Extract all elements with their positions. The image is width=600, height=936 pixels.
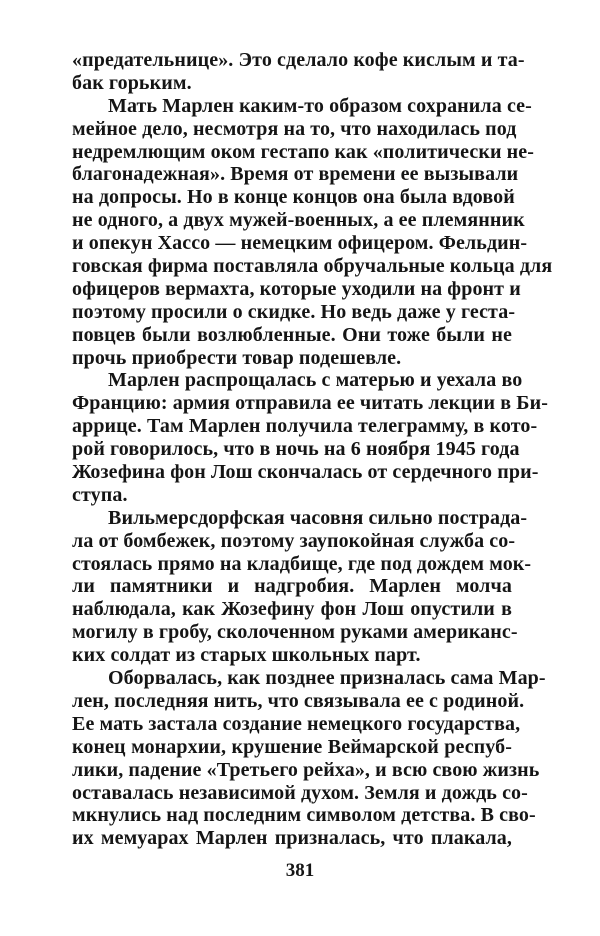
text-line: офицеров вермахта, которые уходили на фронт и xyxy=(72,277,521,300)
text-line: Марлен распрощалась с матерью и уехала во xyxy=(108,369,523,392)
text-line: Мать Марлен каким-то образом сохранила се- xyxy=(108,94,532,117)
text-line: не одного, а двух мужей-военных, а ее племянник xyxy=(72,209,525,232)
text-line: могилу в гробу, сколоченном руками американс- xyxy=(72,621,518,644)
text-line: поэтому просили о скидке. Но ведь даже у геста- xyxy=(72,300,516,323)
text-line: конец монархии, крушение Веймарской респуб- xyxy=(72,735,512,758)
text-line: их мемуарах Марлен призналась, что плакала, xyxy=(72,827,512,850)
text-line: наблюдала, как Жозефину фон Лош опустили в xyxy=(72,598,512,621)
text-line: Вильмерсдорфская часовня сильно пострада- xyxy=(108,506,528,529)
text-line: лен, последняя нить, что связывала ее с родиной. xyxy=(72,689,525,712)
page-number: 381 xyxy=(285,860,315,881)
text-line: бак горьким. xyxy=(72,71,192,94)
text-line: повцев были возлюбленные. Они тоже были не xyxy=(72,323,512,346)
text-line: лики, падение «Третьего рейха», и всю свою жизнь xyxy=(72,758,540,781)
text-line: ли памятники и надгробия. Марлен молча xyxy=(72,575,512,598)
text-line: «предательнице». Это сделало кофе кислым и та- xyxy=(72,49,525,71)
book-page-text xyxy=(72,49,553,850)
text-line: мейное дело, несмотря на то, что находилась под xyxy=(72,117,517,140)
text-line: оставалась независимой духом. Земля и дождь со- xyxy=(72,781,528,804)
text-line: Жозефина фон Лош скончалась от сердечного при- xyxy=(72,461,539,484)
text-line: Оборвалась, как позднее призналась сама Мар- xyxy=(108,667,546,690)
text-line: и опекун Хассо — немецким офицером. Фельдин- xyxy=(72,232,528,255)
text-line: ступа. xyxy=(72,483,128,506)
text-line: Ее мать застала создание немецкого государства, xyxy=(72,712,521,735)
text-line: Францию: армия отправила ее читать лекции в Би- xyxy=(72,392,548,415)
text-line: недремлющим оком гестапо как «политически не- xyxy=(72,140,535,163)
text-line: аррице. Там Марлен получила телеграмму, в кото- xyxy=(72,415,538,438)
text-line: говская фирма поставляла обручальные кольца для xyxy=(72,255,553,278)
text-line: благонадежная». Время от времени ее вызывали xyxy=(72,163,519,186)
text-line: стоялась прямо на кладбище, где под дождем мок- xyxy=(72,552,532,575)
text-line: ких солдат из старых школьных парт. xyxy=(72,644,421,667)
text-line: мкнулись над последним символом детства. В сво- xyxy=(72,804,536,827)
text-line: рой говорилось, что в ночь на 6 ноября 1945 года xyxy=(72,438,520,461)
text-line: прочь приобрести товар подешевле. xyxy=(72,346,402,369)
text-line: ла от бомбежек, поэтому заупокойная служба со- xyxy=(72,529,516,552)
text-line: на допросы. Но в конце концов она была вдовой xyxy=(72,186,515,209)
